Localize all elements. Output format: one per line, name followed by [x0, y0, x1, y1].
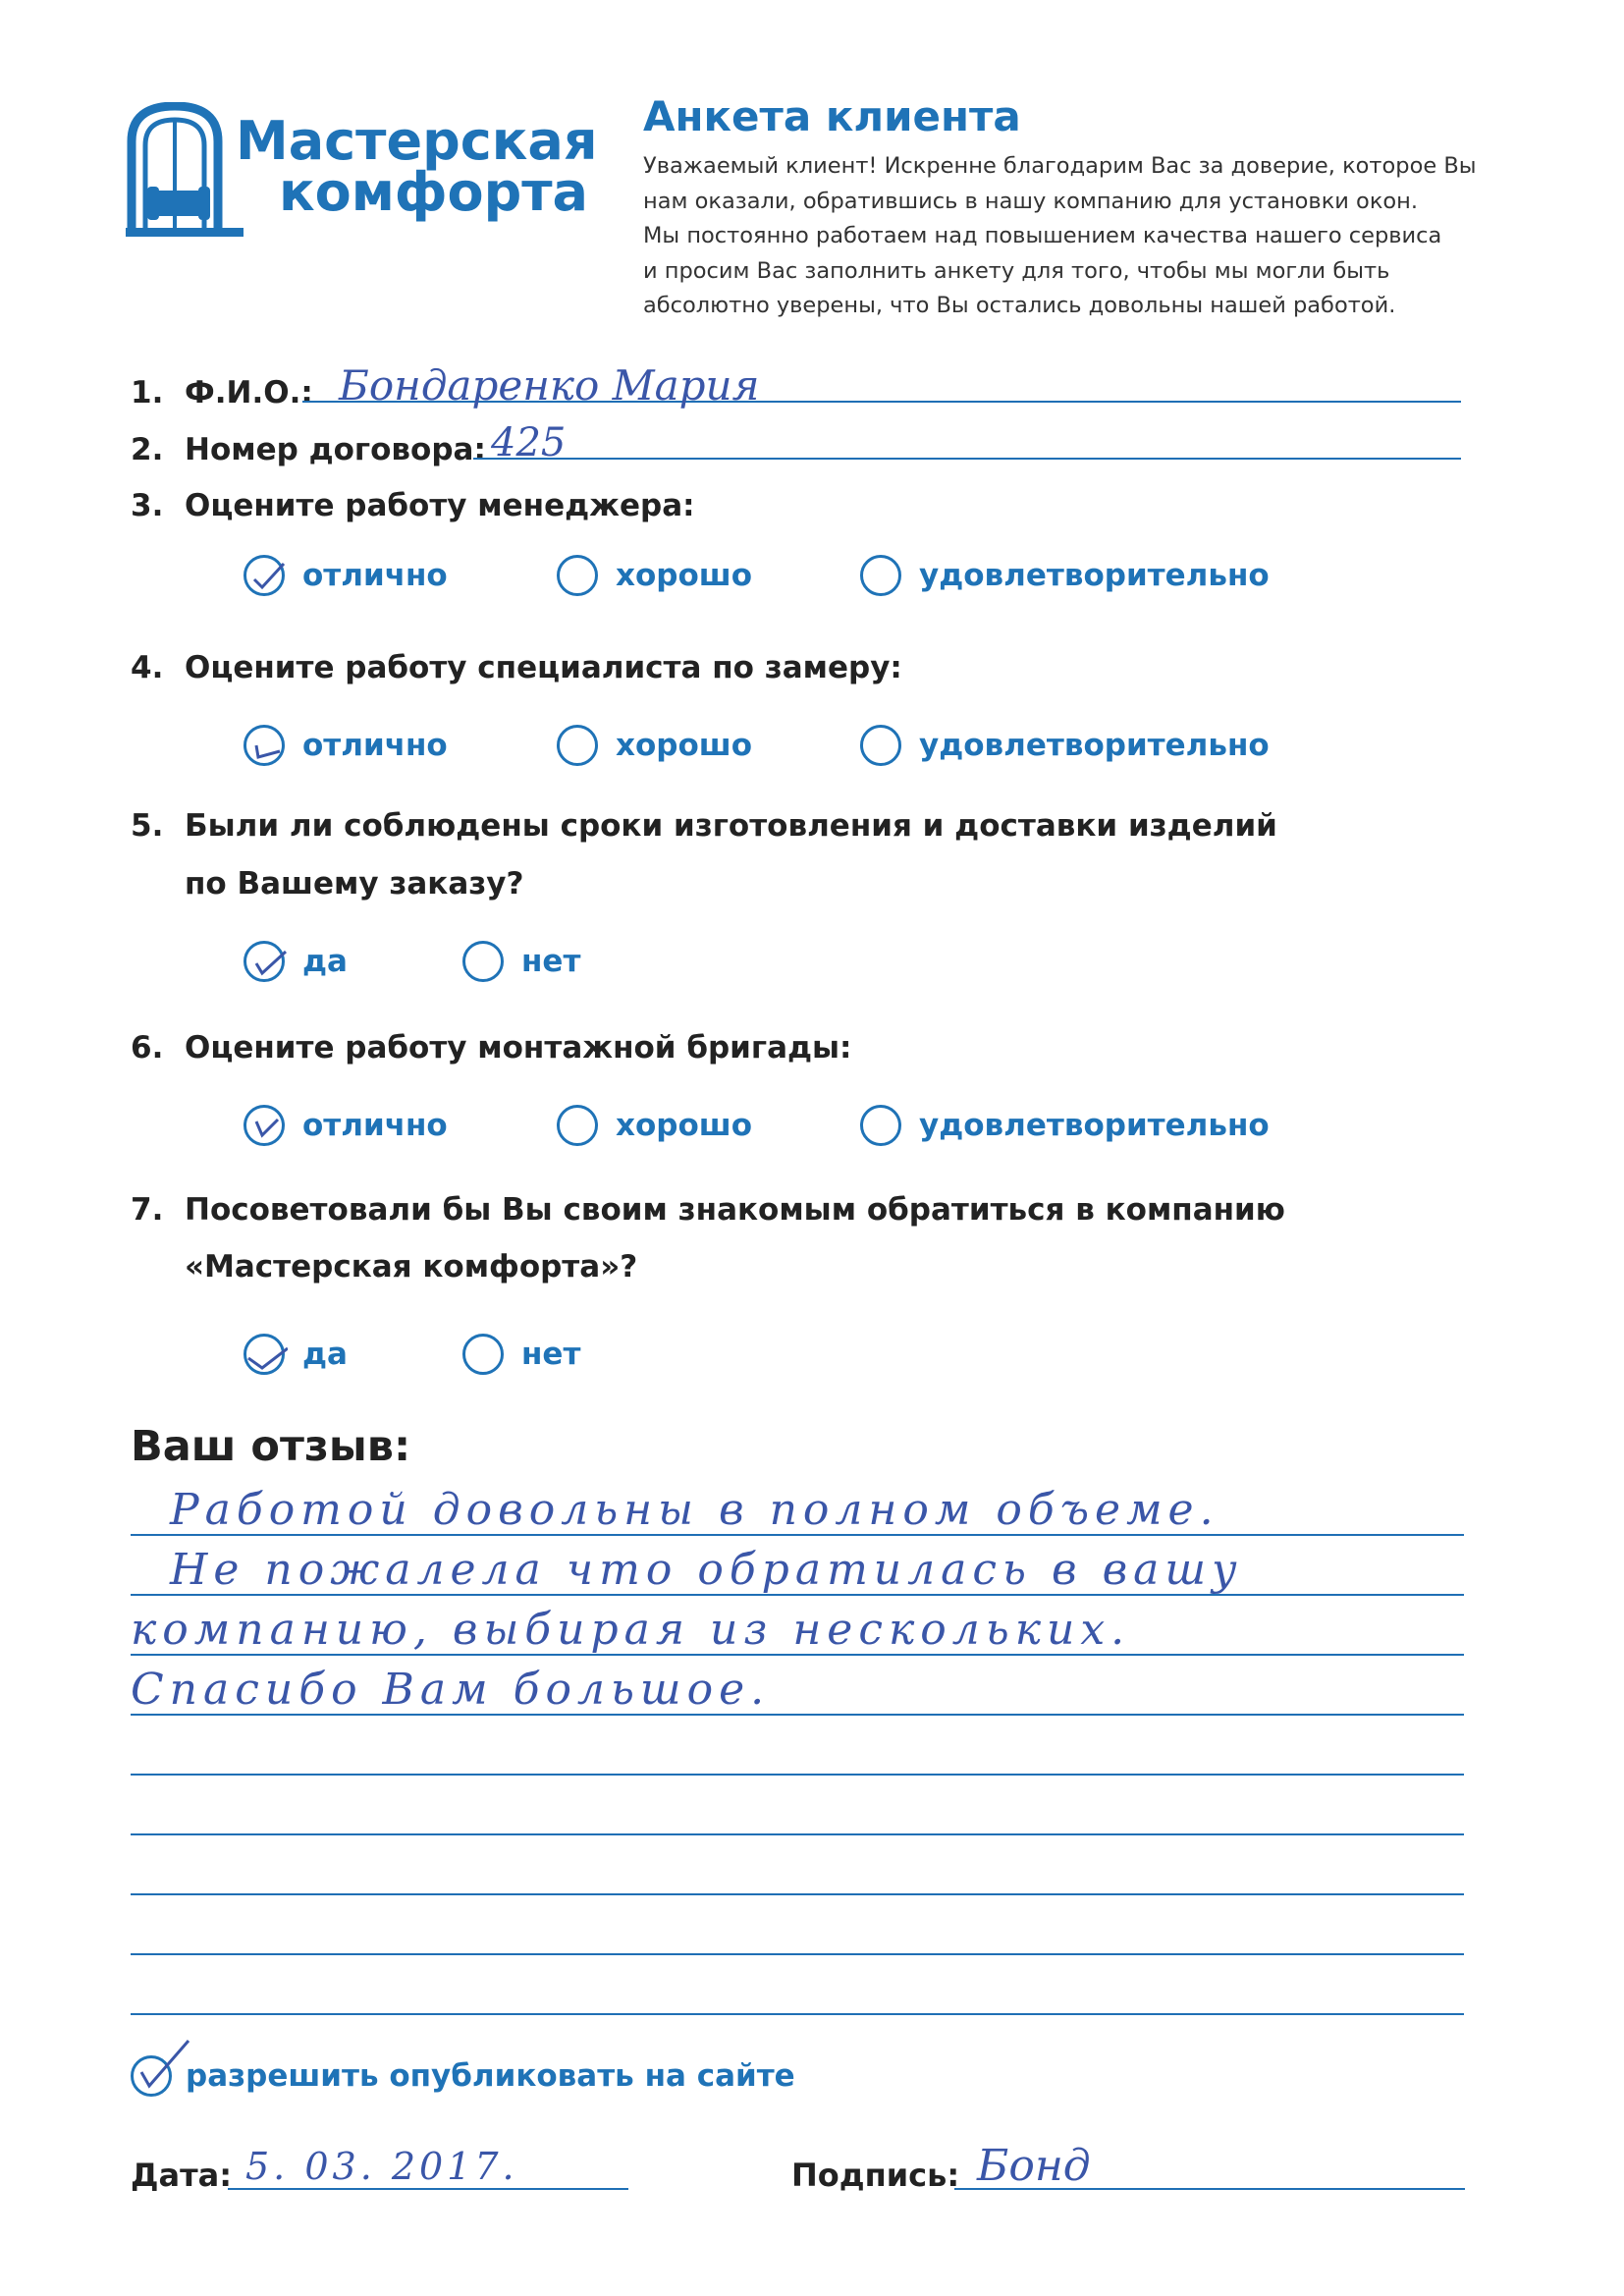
q5-option-no[interactable] — [462, 941, 580, 982]
radio-checked[interactable] — [244, 725, 285, 766]
review-heading: Ваш отзыв: — [131, 1422, 411, 1471]
radio-empty[interactable] — [557, 725, 598, 766]
question-7-label-line-2: «Мастерская комфорта»? — [185, 1249, 638, 1285]
page-title: Анкета клиента — [643, 92, 1021, 140]
q4-option-good[interactable] — [557, 725, 752, 766]
q3-option-satisfactory[interactable] — [860, 555, 1270, 596]
checkmark-icon — [246, 944, 288, 985]
q7-option-no[interactable] — [462, 1334, 580, 1375]
option-label: удовлетворительно — [919, 728, 1270, 763]
question-text: Оцените работу специалиста по замеру: — [185, 650, 902, 685]
option-label: удовлетворительно — [919, 558, 1270, 593]
q4-option-excellent[interactable] — [244, 725, 448, 766]
question-5-label-line-2: по Вашему заказу? — [185, 866, 524, 902]
question-3-label — [131, 488, 695, 523]
q4-option-satisfactory[interactable] — [860, 725, 1270, 766]
q6-option-excellent[interactable] — [244, 1105, 448, 1146]
radio-checked[interactable] — [244, 1334, 285, 1375]
logo-line-2: комфорта — [279, 161, 588, 223]
signature-field[interactable]: Бонд — [977, 2141, 1091, 2191]
q5-option-yes[interactable] — [244, 941, 348, 982]
question-number: 7. — [131, 1192, 164, 1228]
date-label: Дата: — [131, 2157, 233, 2194]
review-text-line: компанию, выбирая из нескольких. — [131, 1605, 1131, 1655]
option-label: да — [302, 1337, 348, 1372]
review-textarea[interactable] — [131, 1485, 1464, 2023]
review-line — [131, 1953, 1464, 1955]
review-line — [131, 1774, 1464, 1776]
signature-label: Подпись: — [791, 2157, 960, 2194]
checkmark-icon — [246, 1337, 288, 1378]
intro-line: абсолютно уверены, что Вы остались довольны нашей работой. — [643, 293, 1396, 318]
review-text-line: Спасибо Вам большое. — [131, 1665, 771, 1715]
date-field-line — [228, 2188, 628, 2190]
question-number: 2. — [131, 432, 164, 467]
option-label: хорошо — [616, 728, 753, 763]
review-line — [131, 1893, 1464, 1895]
publish-permission-checkbox[interactable] — [131, 2055, 795, 2097]
intro-text — [643, 149, 1478, 324]
radio-checked[interactable] — [244, 555, 285, 596]
question-text: Были ли соблюдены сроки изготовления и доставки изделий — [185, 808, 1277, 844]
review-text-line: Не пожалела что обратилась в вашу — [170, 1545, 1243, 1595]
fio-field[interactable]: Бондаренко Мария — [339, 361, 760, 410]
question-number: 6. — [131, 1030, 164, 1066]
question-7-label — [131, 1192, 1285, 1228]
option-label: отлично — [302, 1108, 448, 1143]
question-1-label — [131, 375, 313, 410]
review-line — [131, 2013, 1464, 2015]
contract-field-line — [473, 458, 1461, 460]
question-5-label — [131, 808, 1277, 844]
q3-option-excellent[interactable] — [244, 555, 448, 596]
q6-option-good[interactable] — [557, 1105, 752, 1146]
radio-empty[interactable] — [557, 1105, 598, 1146]
question-text: Оцените работу менеджера: — [185, 488, 695, 523]
option-label: нет — [521, 1337, 581, 1372]
review-line — [131, 1833, 1464, 1835]
option-label: хорошо — [616, 1108, 753, 1143]
checkmark-icon — [246, 1108, 288, 1149]
question-number: 1. — [131, 375, 164, 410]
radio-checked[interactable] — [244, 1105, 285, 1146]
checkbox-checked[interactable] — [131, 2055, 172, 2097]
option-label: удовлетворительно — [919, 1108, 1270, 1143]
radio-empty[interactable] — [462, 1334, 504, 1375]
review-text-line: Работой довольны в полном объеме. — [170, 1485, 1219, 1535]
question-number: 3. — [131, 488, 164, 523]
checkmark-icon — [246, 558, 288, 599]
q7-option-yes[interactable] — [244, 1334, 348, 1375]
question-text: Номер договора: — [185, 432, 486, 467]
intro-line: Мы постоянно работаем над повышением качества нашего сервиса — [643, 223, 1442, 248]
question-2-label — [131, 432, 486, 467]
q6-option-satisfactory[interactable] — [860, 1105, 1270, 1146]
question-6-label — [131, 1030, 851, 1066]
option-label: да — [302, 944, 348, 979]
question-number: 5. — [131, 808, 164, 844]
contract-number-field[interactable]: 425 — [491, 420, 567, 465]
radio-checked[interactable] — [244, 941, 285, 982]
intro-line: и просим Вас заполнить анкету для того, чтобы мы могли быть — [643, 257, 1390, 284]
radio-empty[interactable] — [557, 555, 598, 596]
question-text: Посоветовали бы Вы своим знакомым обратиться в компанию — [185, 1192, 1285, 1228]
question-text: Ф.И.О.: — [185, 375, 313, 410]
option-label: хорошо — [616, 558, 753, 593]
option-label: отлично — [302, 558, 448, 593]
window-sofa-logo-icon — [126, 102, 244, 240]
logo-wordmark — [236, 110, 598, 223]
intro-line: нам оказали, обратившись в нашу компанию для установки окон. — [643, 188, 1419, 214]
option-label: нет — [521, 944, 581, 979]
checkmark-icon — [130, 2037, 218, 2096]
radio-empty[interactable] — [860, 1105, 901, 1146]
date-field[interactable]: 5. 03. 2017. — [245, 2145, 518, 2188]
question-text: Оцените работу монтажной бригады: — [185, 1030, 852, 1066]
question-number: 4. — [131, 650, 164, 685]
question-4-label — [131, 650, 902, 685]
option-label: отлично — [302, 728, 448, 763]
publish-label: разрешить опубликовать на сайте — [186, 2058, 795, 2094]
logo-line-1: Мастерская — [236, 110, 598, 172]
intro-line: Уважаемый клиент! Искренне благодарим Вас за доверие, которое Вы — [643, 153, 1477, 179]
radio-empty[interactable] — [462, 941, 504, 982]
checkmark-icon — [246, 728, 288, 769]
radio-empty[interactable] — [860, 725, 901, 766]
q3-option-good[interactable] — [557, 555, 752, 596]
radio-empty[interactable] — [860, 555, 901, 596]
